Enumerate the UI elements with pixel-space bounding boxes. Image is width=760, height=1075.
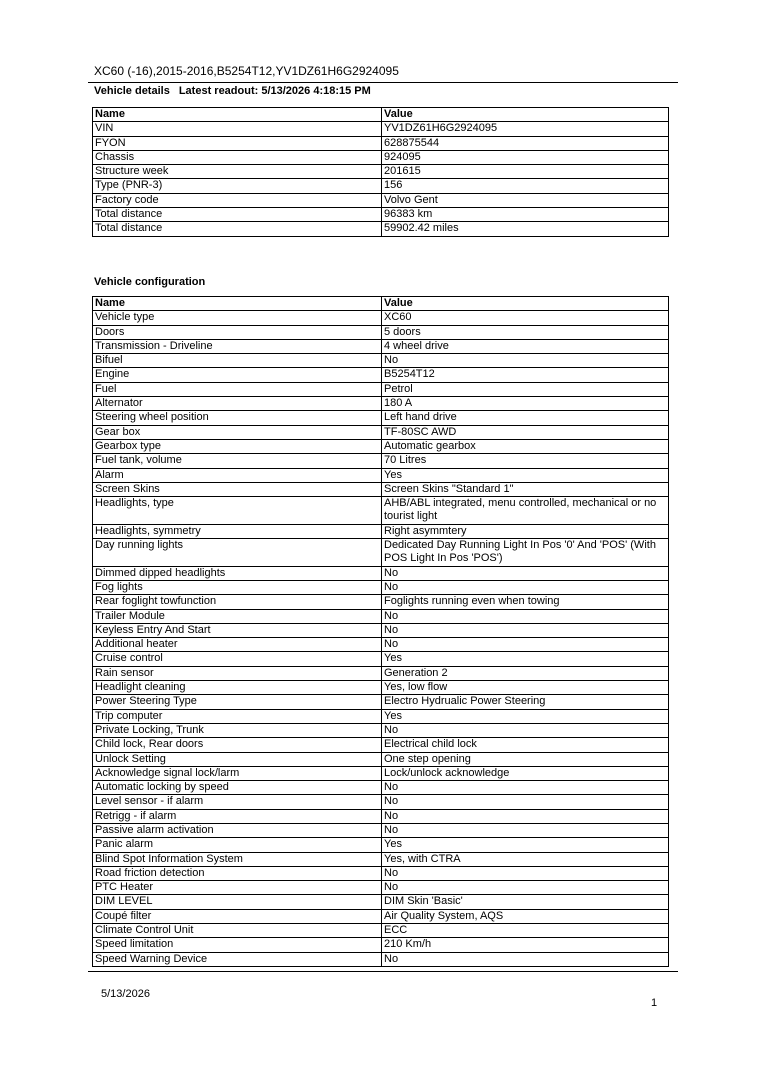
table-row (93, 222, 669, 236)
cell-value: No (382, 881, 669, 895)
cell-name: Acknowledge signal lock/larm (93, 766, 382, 780)
table-row (93, 354, 669, 368)
cell-name: Blind Spot Information System (93, 852, 382, 866)
latest-readout: Latest readout: 5/13/2026 4:18:15 PM (178, 85, 371, 97)
cell-value: No (382, 781, 669, 795)
cell-name: Bifuel (93, 354, 382, 368)
cell-value: 156 (382, 179, 669, 193)
cell-name: Fog lights (93, 580, 382, 594)
cell-name: Alternator (93, 397, 382, 411)
cell-value: No (382, 952, 669, 966)
cell-value: 4 wheel drive (382, 339, 669, 353)
cell-name: Trip computer (93, 709, 382, 723)
cell-value: TF-80SC AWD (382, 425, 669, 439)
cell-value: No (382, 609, 669, 623)
cell-name: Climate Control Unit (93, 924, 382, 938)
cell-value: 70 Litres (382, 454, 669, 468)
cell-value: No (382, 809, 669, 823)
cell-value: Foglights running even when towing (382, 595, 669, 609)
cell-value: 96383 km (382, 208, 669, 222)
vehicle-configuration-heading: Vehicle configuration (94, 276, 206, 288)
cell-name: Structure week (93, 165, 382, 179)
table-row (93, 752, 669, 766)
cell-value: Volvo Gent (382, 193, 669, 207)
cell-name: Fuel (93, 382, 382, 396)
footer-rule (88, 971, 678, 972)
table-row (93, 766, 669, 780)
table-row (93, 208, 669, 222)
table-row (93, 311, 669, 325)
cell-value: 201615 (382, 165, 669, 179)
cell-value: 59902.42 miles (382, 222, 669, 236)
table-row (93, 425, 669, 439)
table-row (93, 924, 669, 938)
table-row (93, 179, 669, 193)
cell-name: Cruise control (93, 652, 382, 666)
table-row (93, 795, 669, 809)
column-header-name: Name (93, 108, 382, 122)
cell-name: VIN (93, 122, 382, 136)
table-row (93, 566, 669, 580)
cell-value: 924095 (382, 150, 669, 164)
cell-value: Screen Skins "Standard 1" (382, 482, 669, 496)
cell-value: No (382, 723, 669, 737)
cell-name: Private Locking, Trunk (93, 723, 382, 737)
cell-value: Air Quality System, AQS (382, 909, 669, 923)
table-row (93, 595, 669, 609)
vehicle-details-heading (94, 85, 371, 97)
cell-name: Engine (93, 368, 382, 382)
table-row (93, 339, 669, 353)
table-row (93, 468, 669, 482)
table-row (93, 609, 669, 623)
table-row (93, 881, 669, 895)
cell-name: Power Steering Type (93, 695, 382, 709)
cell-value: Yes, low flow (382, 681, 669, 695)
cell-name: Rain sensor (93, 666, 382, 680)
table-row (93, 781, 669, 795)
table-row (93, 325, 669, 339)
table-row (93, 809, 669, 823)
cell-value: Automatic gearbox (382, 439, 669, 453)
table-row (93, 165, 669, 179)
cell-name: Day running lights (93, 539, 382, 567)
cell-value: Yes (382, 468, 669, 482)
cell-name: Type (PNR-3) (93, 179, 382, 193)
cell-name: Panic alarm (93, 838, 382, 852)
cell-name: Coupé filter (93, 909, 382, 923)
cell-name: Total distance (93, 222, 382, 236)
table-row (93, 524, 669, 538)
cell-value: YV1DZ61H6G2924095 (382, 122, 669, 136)
cell-value: Petrol (382, 382, 669, 396)
cell-name: DIM LEVEL (93, 895, 382, 909)
table-row (93, 539, 669, 567)
cell-name: Chassis (93, 150, 382, 164)
cell-value: 628875544 (382, 136, 669, 150)
table-header-row (93, 297, 669, 311)
table-row (93, 709, 669, 723)
table-row (93, 411, 669, 425)
cell-name: Trailer Module (93, 609, 382, 623)
cell-value: No (382, 795, 669, 809)
cell-name: Additional heater (93, 638, 382, 652)
table-row (93, 497, 669, 525)
column-header-value: Value (382, 297, 669, 311)
table-row (93, 580, 669, 594)
cell-value: 210 Km/h (382, 938, 669, 952)
document-title: XC60 (-16),2015-2016,B5254T12,YV1DZ61H6G2924095 (94, 64, 399, 78)
cell-value: Dedicated Day Running Light In Pos '0' And 'POS' (With POS Light In Pos 'POS') (382, 539, 669, 567)
table-row (93, 623, 669, 637)
table-row (93, 695, 669, 709)
cell-name: Dimmed dipped headlights (93, 566, 382, 580)
cell-value: 5 doors (382, 325, 669, 339)
table-row (93, 368, 669, 382)
cell-value: DIM Skin 'Basic' (382, 895, 669, 909)
cell-value: No (382, 580, 669, 594)
cell-value: Yes (382, 838, 669, 852)
vehicle-details-body (93, 122, 669, 236)
table-row (93, 852, 669, 866)
cell-value: Lock/unlock acknowledge (382, 766, 669, 780)
cell-value: No (382, 638, 669, 652)
column-header-name: Name (93, 297, 382, 311)
cell-value: No (382, 566, 669, 580)
table-row (93, 895, 669, 909)
cell-value: Yes, with CTRA (382, 852, 669, 866)
cell-value: Electrical child lock (382, 738, 669, 752)
table-row (93, 738, 669, 752)
vehicle-configuration-table (92, 296, 669, 967)
vehicle-details-table (92, 107, 669, 237)
cell-value: B5254T12 (382, 368, 669, 382)
cell-name: Speed Warning Device (93, 952, 382, 966)
cell-name: Child lock, Rear doors (93, 738, 382, 752)
cell-name: Vehicle type (93, 311, 382, 325)
cell-name: Headlights, symmetry (93, 524, 382, 538)
cell-value: 180 A (382, 397, 669, 411)
table-row (93, 681, 669, 695)
table-row (93, 652, 669, 666)
cell-name: Screen Skins (93, 482, 382, 496)
cell-value: No (382, 823, 669, 837)
cell-name: Transmission - Driveline (93, 339, 382, 353)
table-row (93, 150, 669, 164)
cell-name: Doors (93, 325, 382, 339)
table-row (93, 823, 669, 837)
table-row (93, 866, 669, 880)
cell-value: Yes (382, 652, 669, 666)
vehicle-details-title: Vehicle details (94, 85, 170, 97)
cell-name: PTC Heater (93, 881, 382, 895)
table-row (93, 838, 669, 852)
header-rule (88, 82, 678, 83)
cell-name: Alarm (93, 468, 382, 482)
table-row (93, 666, 669, 680)
cell-value: ECC (382, 924, 669, 938)
cell-value: AHB/ABL integrated, menu controlled, mechanical or no tourist light (382, 497, 669, 525)
table-row (93, 382, 669, 396)
table-row (93, 397, 669, 411)
cell-value: XC60 (382, 311, 669, 325)
cell-name: Headlights, type (93, 497, 382, 525)
cell-value: One step opening (382, 752, 669, 766)
cell-name: Unlock Setting (93, 752, 382, 766)
table-row (93, 638, 669, 652)
cell-name: Fuel tank, volume (93, 454, 382, 468)
table-row (93, 723, 669, 737)
cell-name: Factory code (93, 193, 382, 207)
table-row (93, 439, 669, 453)
cell-name: Gear box (93, 425, 382, 439)
cell-value: Generation 2 (382, 666, 669, 680)
table-header-row (93, 108, 669, 122)
cell-name: Level sensor - if alarm (93, 795, 382, 809)
cell-name: Rear foglight towfunction (93, 595, 382, 609)
table-row (93, 193, 669, 207)
cell-name: Retrigg - if alarm (93, 809, 382, 823)
cell-name: Passive alarm activation (93, 823, 382, 837)
table-row (93, 952, 669, 966)
table-row (93, 482, 669, 496)
column-header-value: Value (382, 108, 669, 122)
cell-value: No (382, 354, 669, 368)
cell-name: Total distance (93, 208, 382, 222)
cell-name: Keyless Entry And Start (93, 623, 382, 637)
cell-name: Speed limitation (93, 938, 382, 952)
cell-name: FYON (93, 136, 382, 150)
table-row (93, 938, 669, 952)
cell-name: Automatic locking by speed (93, 781, 382, 795)
cell-value: No (382, 623, 669, 637)
table-row (93, 909, 669, 923)
cell-name: Headlight cleaning (93, 681, 382, 695)
cell-value: No (382, 866, 669, 880)
cell-value: Electro Hydrualic Power Steering (382, 695, 669, 709)
table-row (93, 136, 669, 150)
table-row (93, 454, 669, 468)
footer-date: 5/13/2026 (101, 988, 150, 1000)
cell-value: Yes (382, 709, 669, 723)
cell-name: Road friction detection (93, 866, 382, 880)
cell-name: Gearbox type (93, 439, 382, 453)
cell-value: Right asymmtery (382, 524, 669, 538)
cell-name: Steering wheel position (93, 411, 382, 425)
vehicle-configuration-body (93, 311, 669, 967)
page-number: 1 (651, 997, 658, 1009)
cell-value: Left hand drive (382, 411, 669, 425)
table-row (93, 122, 669, 136)
